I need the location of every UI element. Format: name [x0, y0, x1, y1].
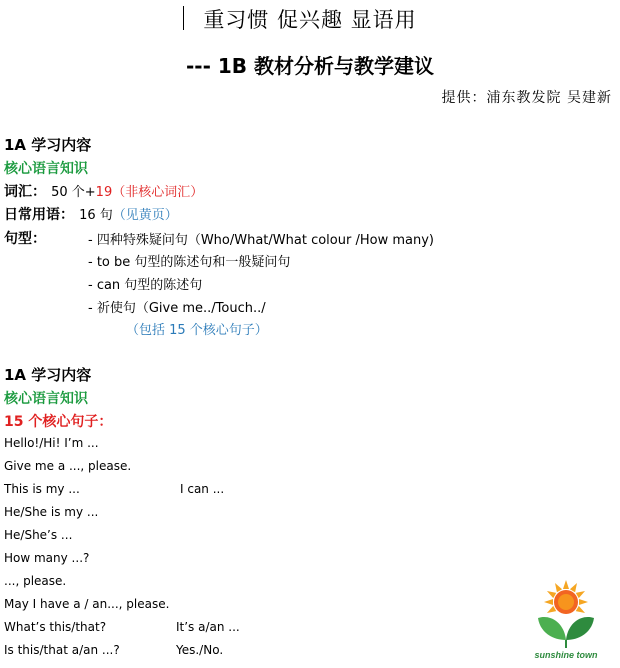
section2-subheading: 核心语言知识: [4, 391, 88, 407]
daily-note: （见黄页）: [112, 208, 178, 223]
core-sentence: What’s this/that?: [4, 620, 107, 634]
page-title: 重习惯 促兴趣 显语用: [203, 8, 417, 32]
section2-heading: 1A 学习内容: [4, 366, 92, 384]
vocab-line: [4, 181, 203, 201]
core-sentence: May I have a / an..., please.: [4, 597, 170, 611]
core-sentence: Hello!/Hi! I’m ...: [4, 436, 99, 450]
sunshine-town-logo: [530, 578, 602, 664]
daily-label: 日常用语：: [4, 207, 74, 223]
daily-line: [4, 204, 178, 224]
core-sentences-label: 15 个核心句子：: [4, 414, 113, 430]
pattern-item: - to be 句型的陈述句和一般疑问句: [88, 255, 291, 270]
patterns-note: （包括 15 个核心句子）: [126, 323, 268, 338]
core-sentence: Yes./No.: [176, 643, 224, 657]
section1-heading: 1A 学习内容: [4, 136, 92, 154]
pattern-item: - 四种特殊疑问句（Who/What/What colour /How many): [88, 233, 434, 248]
vocab-extra: 19（非核心词汇）: [95, 185, 204, 200]
core-sentence: Is this/that a/an ...?: [4, 643, 120, 657]
page-subtitle: --- 1B 教材分析与教学建议: [186, 54, 434, 78]
core-sentence: It’s a/an ...: [176, 620, 240, 634]
core-sentence: He/She is my ...: [4, 505, 99, 519]
core-sentence: This is my ...: [4, 482, 80, 496]
vocab-label: 词汇：: [4, 184, 46, 200]
core-sentence: He/She’s ...: [4, 528, 73, 542]
pattern-item: - 祈使句（Give me../Touch../: [88, 301, 266, 316]
sentence-label: 句型：: [4, 231, 46, 247]
provider-line: 提供：浦东教发院 吴建新: [441, 90, 612, 106]
section1-subheading: 核心语言知识: [4, 161, 88, 177]
core-sentence: How many ...?: [4, 551, 90, 565]
daily-value: 16 句: [79, 208, 113, 223]
logo-text: sunshine town: [534, 650, 598, 660]
core-sentence: I can ...: [180, 482, 225, 496]
core-sentence: Give me a ..., please.: [4, 459, 132, 473]
vocab-value: 50 个+: [51, 185, 96, 200]
pattern-item: - can 句型的陈述句: [88, 278, 203, 293]
core-sentence: ..., please.: [4, 574, 67, 588]
